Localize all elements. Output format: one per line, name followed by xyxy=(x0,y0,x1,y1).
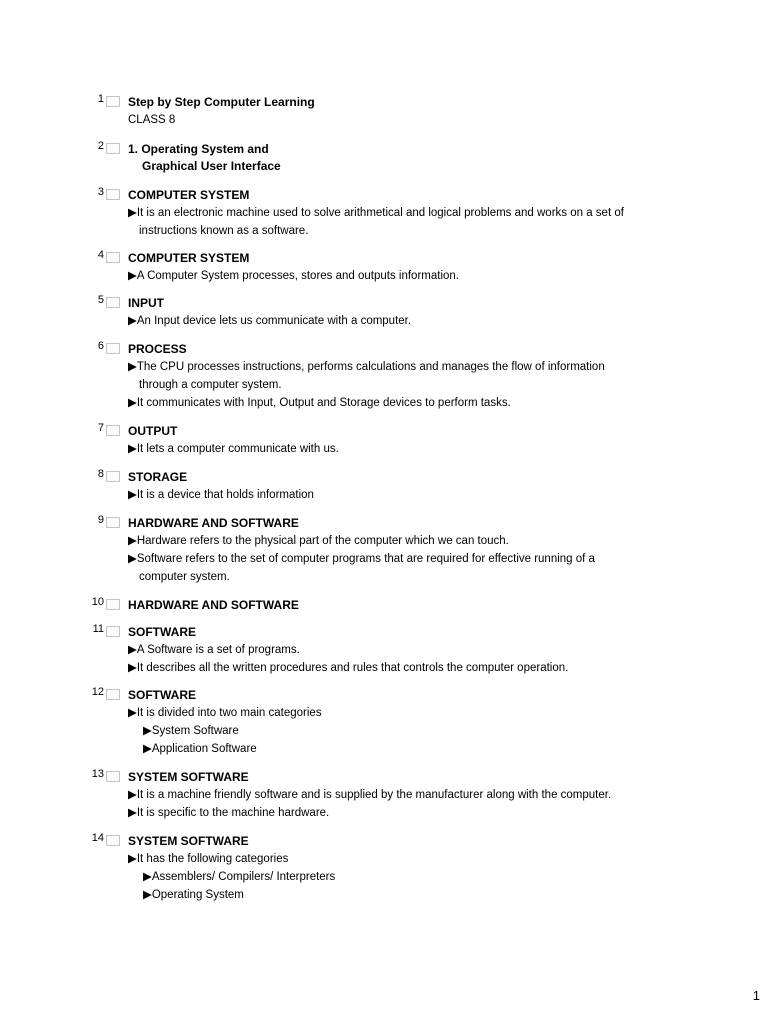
bullet-item xyxy=(143,868,683,886)
bullet-item xyxy=(143,886,683,904)
slide-title-line: COMPUTER SYSTEM xyxy=(128,188,250,202)
bullet-item xyxy=(128,532,668,550)
bullet-text: through a computer system. xyxy=(139,379,282,391)
slide-title-line: SOFTWARE xyxy=(128,625,196,639)
slide-thumbnail-icon[interactable] xyxy=(106,189,120,200)
slide-item[interactable] xyxy=(0,595,768,614)
slide-title-line: STORAGE xyxy=(128,470,188,484)
slide-item[interactable] xyxy=(0,92,768,129)
slide-title xyxy=(128,139,768,175)
bullet-text: ▶It is an electronic machine used to solve arithmetical and logical problems and works on a set of xyxy=(128,207,624,219)
slide-title xyxy=(128,513,768,532)
slide-number: 13 xyxy=(91,768,104,780)
slide-number: 8 xyxy=(97,468,104,480)
slide-thumbnail-icon[interactable] xyxy=(106,689,120,700)
slide-thumbnail-icon[interactable] xyxy=(106,771,120,782)
slide-number: 9 xyxy=(97,514,104,526)
bullet-item xyxy=(128,704,668,722)
slide-number: 10 xyxy=(91,596,104,608)
bullet-text: ▶The CPU processes instructions, performs calculations and manages the flow of information xyxy=(128,361,605,373)
bullet-text: ▶Hardware refers to the physical part of the computer which we can touch. xyxy=(128,535,509,547)
slide-number: 1 xyxy=(97,93,104,105)
bullet-item xyxy=(128,550,668,586)
slide-thumbnail-icon[interactable] xyxy=(106,835,120,846)
slide-title-line: PROCESS xyxy=(128,342,187,356)
slide-item[interactable] xyxy=(0,339,768,412)
bullet-text: ▶It is a device that holds information xyxy=(128,489,314,501)
bullet-text: ▶Operating System xyxy=(143,889,244,901)
slide-title xyxy=(128,831,768,850)
slide-title xyxy=(128,767,768,786)
bullet-item xyxy=(128,267,668,285)
bullet-item xyxy=(143,740,683,758)
bullet-text: ▶It is a machine friendly software and is supplied by the manufacturer along with the computer. xyxy=(128,789,612,801)
slide-thumbnail-icon[interactable] xyxy=(106,517,120,528)
bullet-text: ▶It communicates with Input, Output and Storage devices to perform tasks. xyxy=(128,397,511,409)
slide-item[interactable] xyxy=(0,185,768,240)
slide-number: 2 xyxy=(97,140,104,152)
bullet-text: ▶Software refers to the set of computer programs that are required for effective running of a xyxy=(128,553,595,565)
slide-item[interactable] xyxy=(0,139,768,175)
bullet-item xyxy=(128,850,668,868)
bullet-item xyxy=(128,358,668,394)
bullet-text: ▶A Computer System processes, stores and outputs information. xyxy=(128,270,459,282)
bullet-item xyxy=(128,204,668,240)
bullet-item xyxy=(128,641,668,659)
slide-thumbnail-icon[interactable] xyxy=(106,143,120,154)
slide-item[interactable] xyxy=(0,467,768,504)
bullet-text: ▶It lets a computer communicate with us. xyxy=(128,443,339,455)
slide-thumbnail-icon[interactable] xyxy=(106,425,120,436)
slide-title xyxy=(128,421,768,440)
slide-title-line: OUTPUT xyxy=(128,424,178,438)
bullet-text: ▶Assemblers/ Compilers/ Interpreters xyxy=(143,871,336,883)
bullet-item xyxy=(128,804,668,822)
slide-item[interactable] xyxy=(0,421,768,458)
bullet-text: ▶It is specific to the machine hardware. xyxy=(128,807,330,819)
bullet-item xyxy=(128,312,668,330)
page-number: 1 xyxy=(752,988,760,1003)
slide-number: 12 xyxy=(91,686,104,698)
slide-title xyxy=(128,248,768,267)
bullet-text: ▶A Software is a set of programs. xyxy=(128,644,300,656)
slide-title-line: SOFTWARE xyxy=(128,688,196,702)
slide-number: 7 xyxy=(97,422,104,434)
slide-number: 5 xyxy=(97,294,104,306)
bullet-item xyxy=(128,440,668,458)
bullet-text: ▶It is divided into two main categories xyxy=(128,707,322,719)
slide-title xyxy=(128,92,768,111)
slide-item[interactable] xyxy=(0,685,768,758)
slide-item[interactable] xyxy=(0,622,768,677)
slide-title-line: SYSTEM SOFTWARE xyxy=(128,770,249,784)
slide-number: 14 xyxy=(91,832,104,844)
slide-thumbnail-icon[interactable] xyxy=(106,343,120,354)
bullet-text: ▶An Input device lets us communicate with a computer. xyxy=(128,315,412,327)
slide-outline xyxy=(0,92,768,904)
slide-number: 6 xyxy=(97,340,104,352)
bullet-text: ▶Application Software xyxy=(143,743,257,755)
slide-title-line: Step by Step Computer Learning xyxy=(128,95,315,109)
slide-thumbnail-icon[interactable] xyxy=(106,297,120,308)
slide-title xyxy=(128,595,768,614)
bullet-text: ▶System Software xyxy=(143,725,239,737)
slide-thumbnail-icon[interactable] xyxy=(106,626,120,637)
slide-item[interactable] xyxy=(0,767,768,822)
slide-thumbnail-icon[interactable] xyxy=(106,252,120,263)
slide-number: 11 xyxy=(92,623,104,635)
slide-title xyxy=(128,467,768,486)
bullet-text: ▶It describes all the written procedures and rules that controls the computer operation. xyxy=(128,662,569,674)
bullet-item xyxy=(128,786,668,804)
slide-number: 3 xyxy=(97,186,104,198)
slide-title-line: HARDWARE AND SOFTWARE xyxy=(128,516,299,530)
slide-item[interactable] xyxy=(0,831,768,904)
slide-subtitle: CLASS 8 xyxy=(128,114,176,126)
slide-title xyxy=(128,185,768,204)
bullet-item xyxy=(128,394,668,412)
slide-title-line: Graphical User Interface xyxy=(142,159,281,173)
slide-thumbnail-icon[interactable] xyxy=(106,599,120,610)
slide-thumbnail-icon[interactable] xyxy=(106,96,120,107)
bullet-item xyxy=(128,659,668,677)
slide-title-line: INPUT xyxy=(128,296,164,310)
slide-item[interactable] xyxy=(0,248,768,285)
slide-title xyxy=(128,293,768,312)
slide-number: 4 xyxy=(97,249,104,261)
slide-title xyxy=(128,339,768,358)
bullet-text: instructions known as a software. xyxy=(139,225,309,237)
slide-title-line: 1. Operating System and xyxy=(128,142,269,156)
slide-item[interactable] xyxy=(0,293,768,330)
slide-item[interactable] xyxy=(0,513,768,586)
bullet-text: computer system. xyxy=(139,571,230,583)
slide-thumbnail-icon[interactable] xyxy=(106,471,120,482)
slide-title-line: SYSTEM SOFTWARE xyxy=(128,834,249,848)
slide-title xyxy=(128,622,768,641)
bullet-item xyxy=(128,486,668,504)
slide-title xyxy=(128,685,768,704)
bullet-text: ▶It has the following categories xyxy=(128,853,289,865)
bullet-item xyxy=(143,722,683,740)
slide-title-line: HARDWARE AND SOFTWARE xyxy=(128,598,299,612)
slide-title-line: COMPUTER SYSTEM xyxy=(128,251,250,265)
